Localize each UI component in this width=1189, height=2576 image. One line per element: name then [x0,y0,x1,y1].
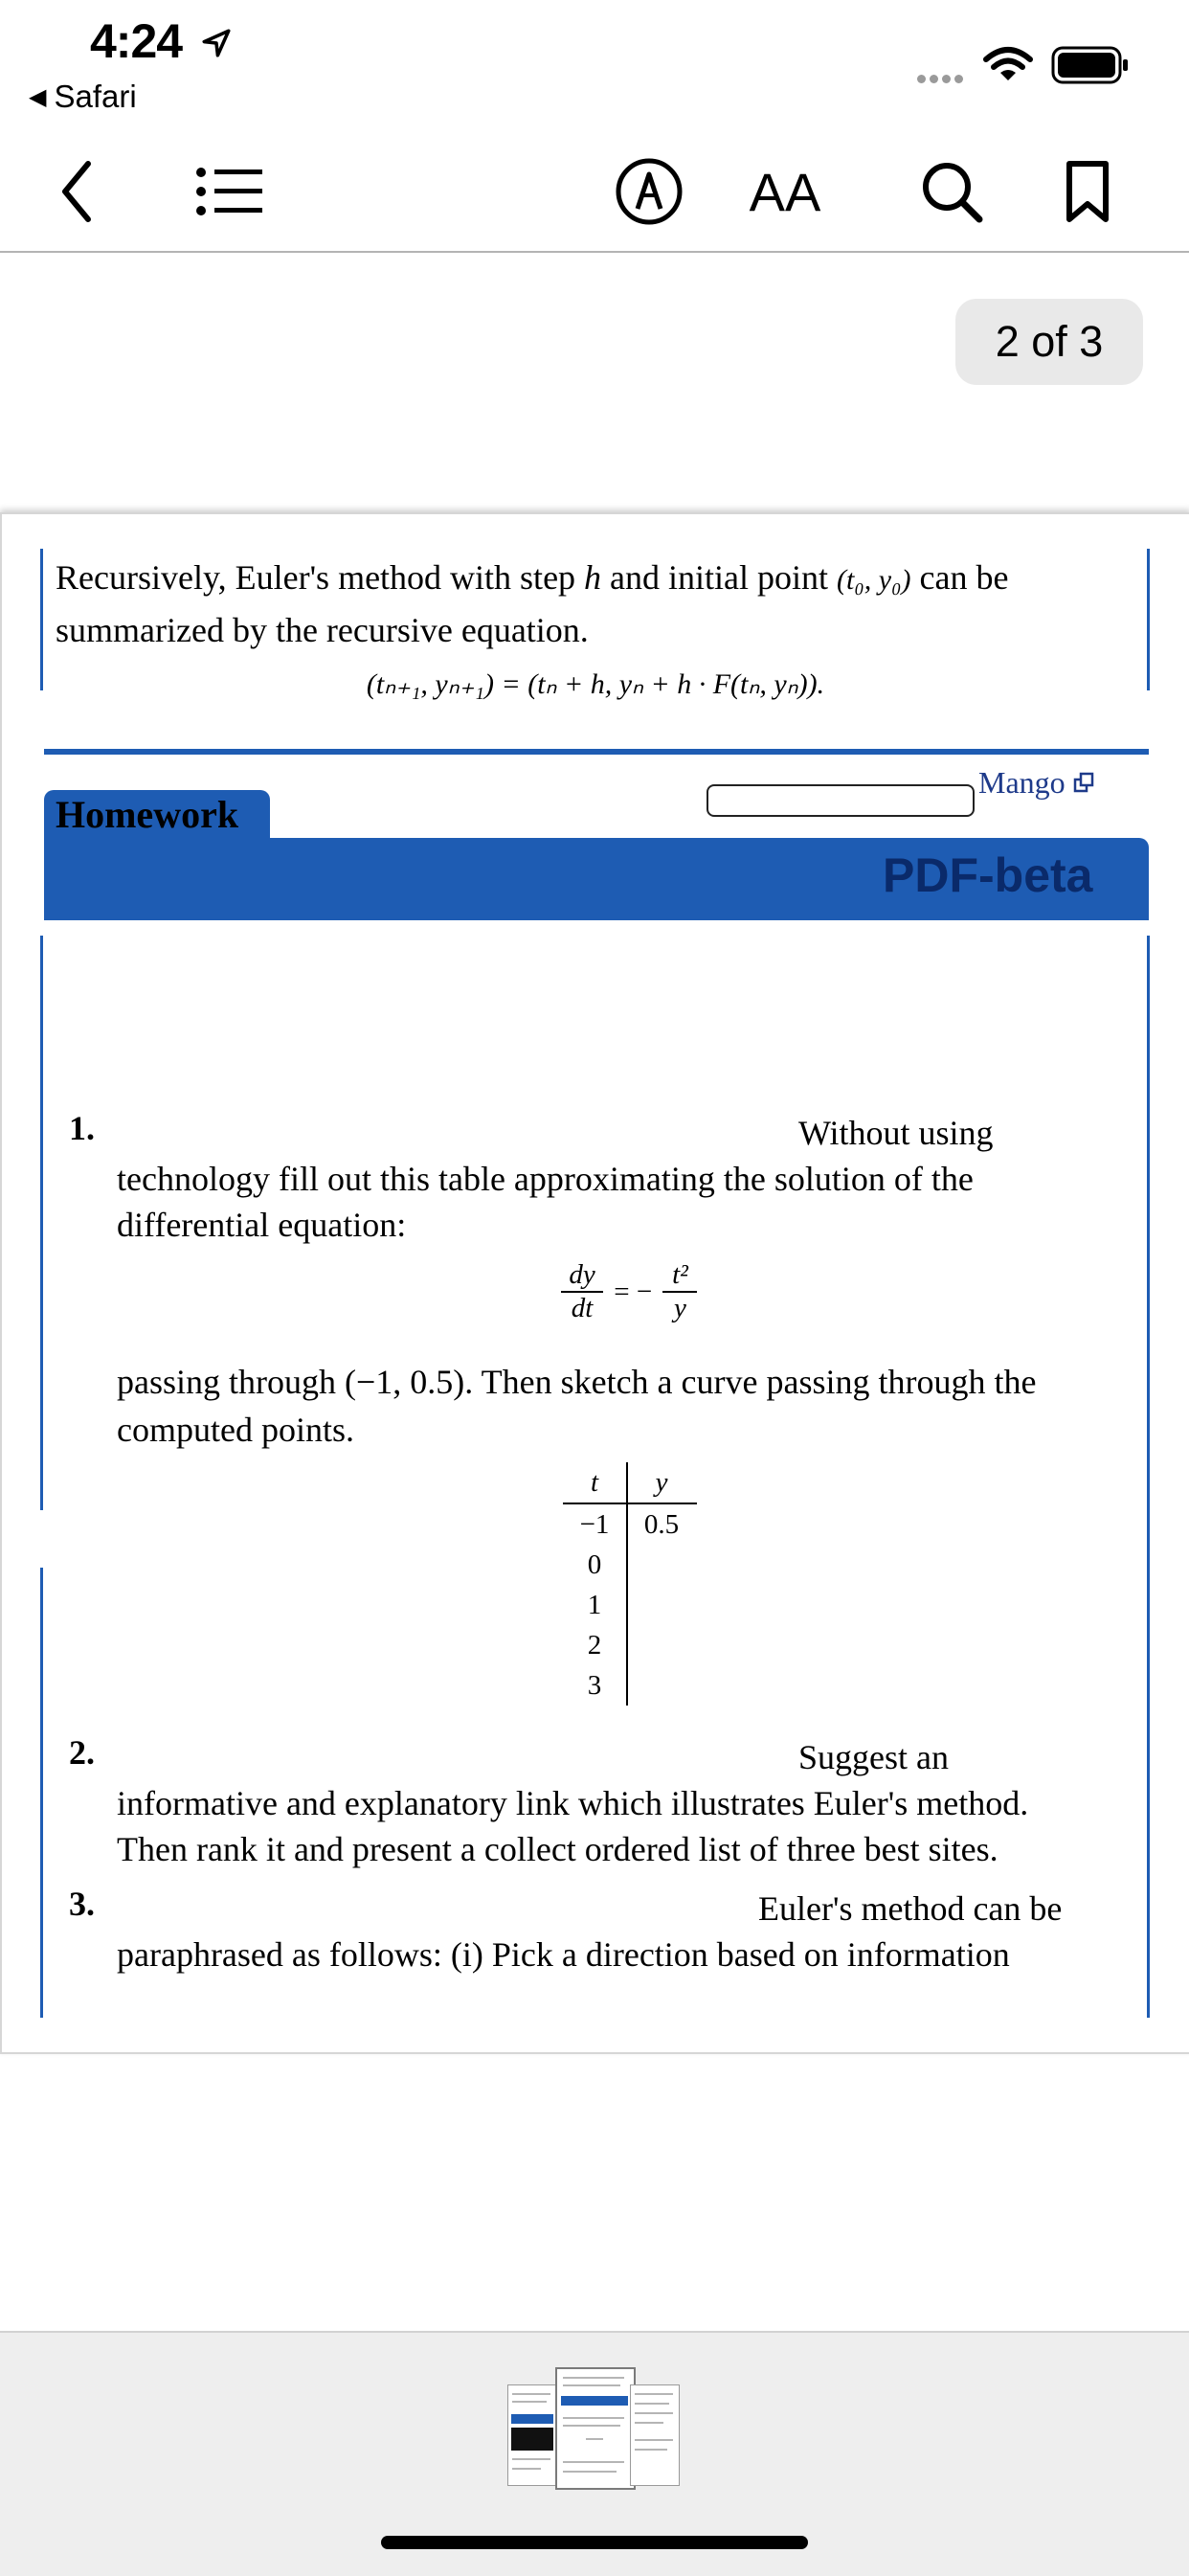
mango-input[interactable] [707,784,975,817]
problem-2-line-1: Suggest an [798,1738,949,1776]
problem-1-line-3: differential equation: [117,1206,407,1244]
table-row: 2 [563,1625,697,1665]
table-row: 0 [563,1545,697,1585]
problem-1-line-4: passing through (−1, 0.5). Then sketch a curve passing through the [117,1363,1037,1401]
problem-3-number: 3. [69,1885,95,1923]
status-time [90,13,233,69]
problem-1-line-5: computed points. [117,1411,354,1449]
back-button[interactable] [48,144,105,239]
location-arrow-icon [200,27,233,59]
problem-1-number: 1. [69,1109,95,1147]
list-icon [195,165,264,218]
right-rule-2 [1147,936,1150,2018]
thumbnail-page-3[interactable] [630,2384,680,2486]
back-to-app-button[interactable] [29,79,137,115]
euler-table [563,1462,697,1706]
reader-toolbar [0,144,1189,253]
separator-bar [44,749,1149,755]
wifi-icon [982,46,1034,84]
search-button[interactable] [915,144,988,239]
page-indicator [955,299,1143,385]
problem-3-line-2: paraphrased as follows: (i) Pick a direction based on information [117,1935,1010,1974]
bookmark-icon [1064,160,1111,223]
home-indicator[interactable] [381,2536,808,2549]
header-y: y [655,1466,668,1498]
back-triangle-icon: ◀ [29,84,47,110]
markup-button[interactable] [613,144,685,239]
back-app-label: Safari [54,79,137,114]
mango-link[interactable]: Mango [978,765,1094,801]
left-rule-2 [40,936,43,1510]
thumbnail-page-1[interactable] [507,2384,559,2486]
chevron-left-icon [57,158,96,225]
intro-paragraph [56,553,1147,655]
thumbnail-page-2-current[interactable] [555,2367,636,2490]
table-header [563,1462,697,1504]
problem-3-line-1: Euler's method can be [758,1889,1063,1928]
table-row: 1 [563,1585,697,1625]
document-page [0,512,1189,2054]
pdf-beta-label: PDF-beta [883,848,1093,902]
header-t: t [563,1462,628,1503]
intro-line-2: summarized by the recursive equation. [56,611,589,649]
table-of-contents-button[interactable] [191,144,268,239]
bookmark-button[interactable] [1059,144,1116,239]
time-text: 4:24 [90,14,183,68]
problem-2-line-3: Then rank it and present a collect ordered list of three best sites. [117,1830,998,1868]
problem-1-line-2: technology fill out this table approximating the solution of the [117,1160,974,1198]
battery-icon [1051,46,1130,84]
problem-1-line-1: Without using [798,1114,994,1152]
differential-equation: $\frac{dy}{dt}$ = − $\frac{\text{t²}}{y}$ [561,1259,697,1324]
left-rule-3 [40,1568,43,2018]
homework-label: Homework [52,792,242,837]
problem-2-number: 2. [69,1733,95,1772]
text-size-button[interactable] [742,144,828,239]
table-row: −1 0.5 [563,1504,697,1545]
text-size-label: AA [749,161,821,222]
page-indicator-text: 2 of 3 [995,317,1104,366]
recursive-equation: (tₙ₊₁, yₙ₊₁) = (tₙ + h, yₙ + h · F(tₙ, yₙ)). [366,668,825,700]
markup-pen-icon [615,157,684,226]
search-icon [918,158,985,225]
problem-2-line-2: informative and explanatory link which illustrates Euler's method. [117,1784,1029,1822]
external-link-icon [1073,772,1094,793]
table-row: 3 [563,1665,697,1706]
cellular-signal-icon [917,71,967,88]
intro-line-1: Recursively, Euler's method with step h and initial point (t₀, y₀) can be [56,558,1009,597]
